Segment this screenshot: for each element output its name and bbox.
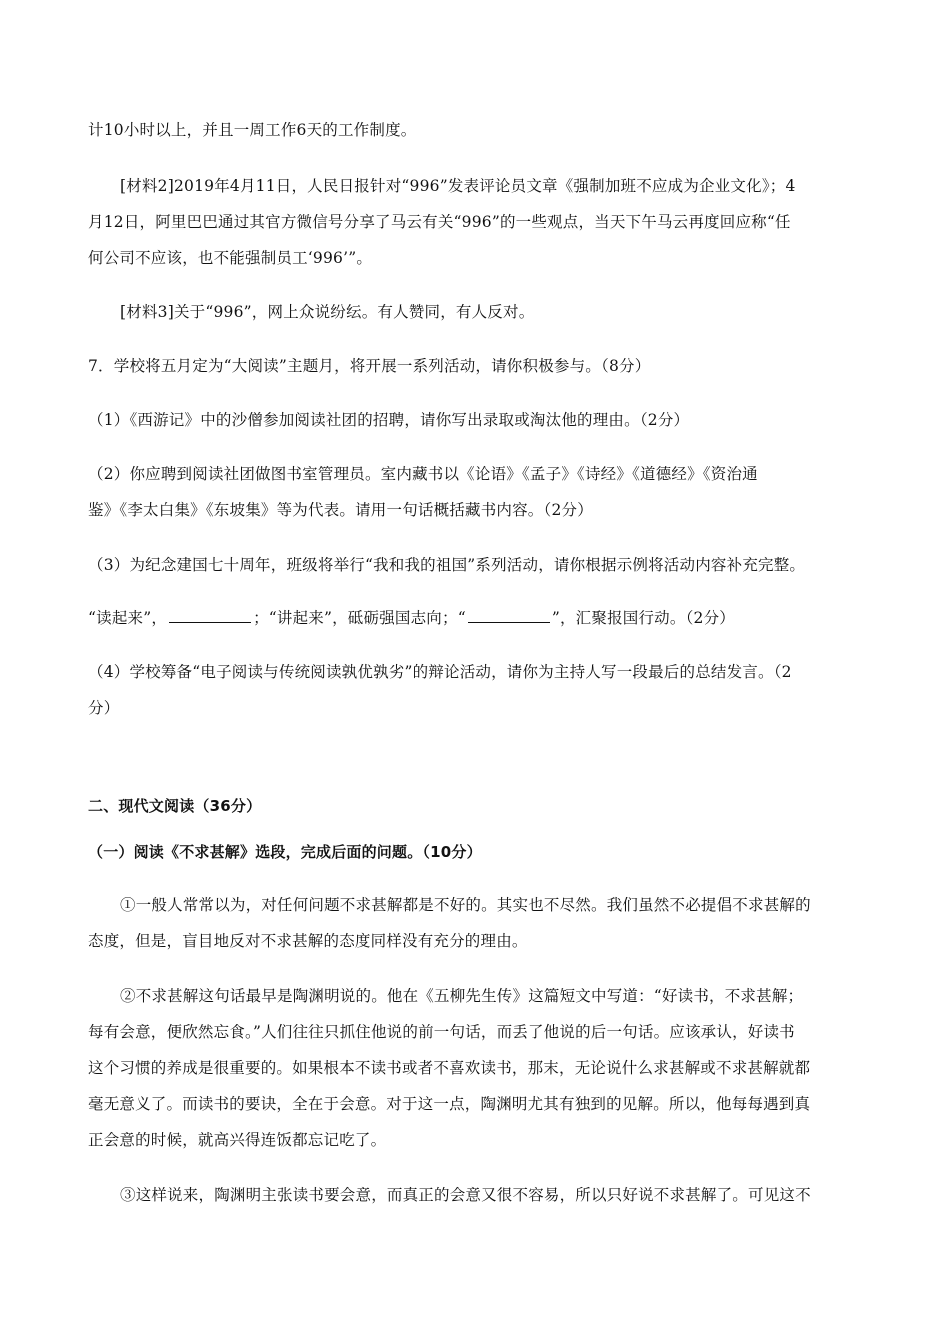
passage-paragraph-3: ③这样说来，陶渊明主张读书要会意，而真正的会意又很不容易，所以只好说不求甚解了。可见这不	[120, 1186, 811, 1204]
paragraph-line: 毫无意义了。而读书的要诀，全在于会意。对于这一点，陶渊明尤其有独到的见解。所以，他每每遇到真	[88, 1095, 811, 1113]
question-7-title: 7．学校将五月定为“大阅读”主题月，将开展一系列活动，请你积极参与。（8分）	[88, 357, 651, 375]
material-3-line: [材料3]关于“996”，网上众说纷纭。有人赞同，有人反对。	[120, 303, 535, 321]
answer-blank-1[interactable]	[169, 608, 251, 623]
question-7-part-2: （2）你应聘到阅读社团做图书室管理员。室内藏书以《论语》《孟子》《诗经》《道德经》《资治通	[88, 465, 758, 483]
fill-text-1: “读起来”，	[88, 609, 168, 627]
paragraph-line: 这个习惯的养成是很重要的。如果根本不读书或者不喜欢读书，那末，无论说什么求甚解或不求甚解就都	[88, 1059, 811, 1077]
fill-in-line	[88, 608, 864, 628]
paragraph-line: 态度，但是，盲目地反对不求甚解的态度同样没有充分的理由。	[88, 932, 528, 950]
paragraph-line: 正会意的时候，就高兴得连饭都忘记吃了。	[88, 1131, 387, 1149]
subsection-heading: （一）阅读《不求甚解》选段，完成后面的问题。（10分）	[88, 843, 482, 861]
question-7-part-3: （3）为纪念建国七十周年，班级将举行“我和我的祖国”系列活动，请你根据示例将活动内容补充完整。	[88, 556, 806, 574]
paragraph-line: 何公司不应该，也不能强制员工‘996’”。	[88, 249, 373, 267]
paragraph-line: 分）	[88, 699, 120, 717]
paragraph-line: 每有会意，便欣然忘食。”人们往往只抓住他说的前一句话，而丢了他说的后一句话。应该承认，好读书	[88, 1023, 795, 1041]
passage-paragraph-1: ①一般人常常以为，对任何问题不求甚解都是不好的。其实也不尽然。我们虽然不必提倡不求甚解的	[120, 896, 811, 914]
answer-blank-2[interactable]	[468, 608, 550, 623]
question-7-part-4: （4）学校筹备“电子阅读与传统阅读孰优孰劣”的辩论活动，请你为主持人写一段最后的总结发言。（2	[88, 663, 792, 681]
fill-text-3: ”，汇聚报国行动。（2分）	[551, 609, 735, 627]
paragraph-line: 计10小时以上，并且一周工作6天的工作制度。	[88, 121, 417, 139]
section-heading: 二、现代文阅读（36分）	[88, 797, 262, 815]
paragraph-line: 月12日，阿里巴巴通过其官方微信号分享了马云有关“996”的一些观点，当天下午马云再度回应称“任	[88, 213, 791, 231]
question-7-part-1: （1）《西游记》中的沙僧参加阅读社团的招聘，请你写出录取或淘汰他的理由。（2分）	[88, 411, 690, 429]
fill-text-2: ；“讲起来”，砥砺强国志向；“	[253, 609, 466, 627]
material-2-line: [材料2]2019年4月11日，人民日报针对“996”发表评论员文章《强制加班不应成为企业文化》；4	[120, 177, 796, 195]
passage-paragraph-2: ②不求甚解这句话最早是陶渊明说的。他在《五柳先生传》这篇短文中写道：“好读书，不求甚解；	[120, 987, 804, 1005]
paragraph-line: 鉴》《李太白集》《东坡集》等为代表。请用一句话概括藏书内容。（2分）	[88, 501, 593, 519]
